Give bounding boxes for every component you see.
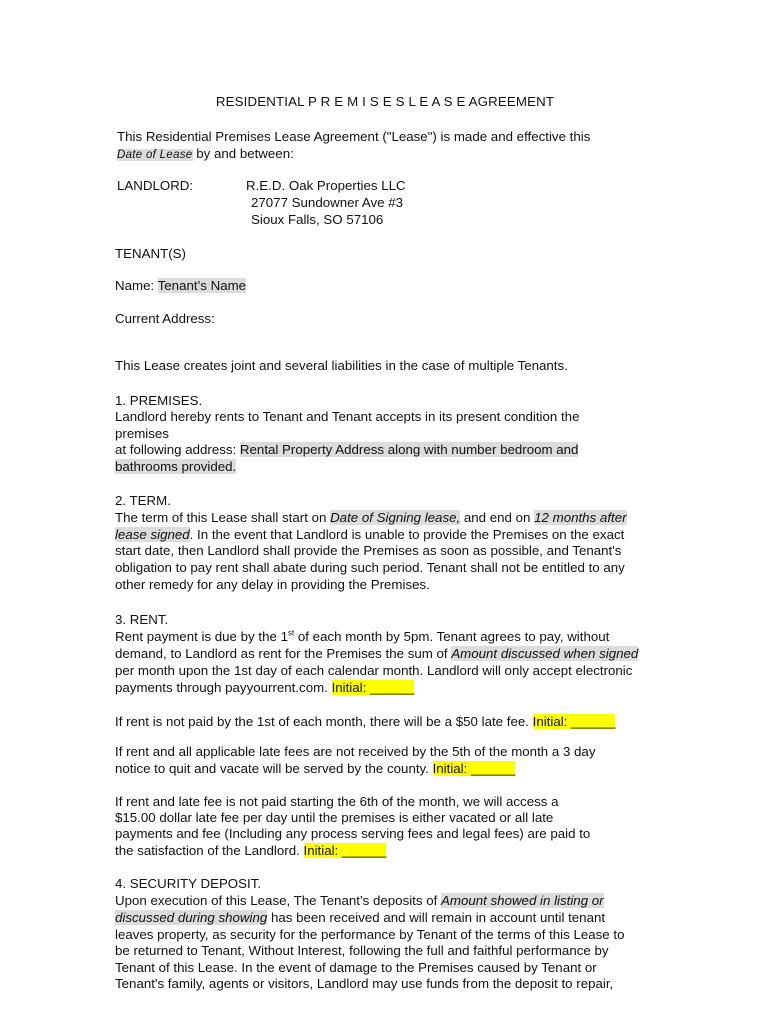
notice-line-1: If rent and all applicable late fees are not received by the 5th of the month a 3 day xyxy=(115,744,596,759)
tenant-name-field[interactable]: Tenant’s Name xyxy=(157,278,247,293)
deposit-heading: 4. SECURITY DEPOSIT. xyxy=(115,876,262,891)
term-line-1-text-b: and end on xyxy=(460,510,535,525)
deposit-line-5: Tenant of this Lease. In the event of damage to the Premises caused by Tenant or xyxy=(115,960,597,975)
rent-heading: 3. RENT. xyxy=(115,612,169,627)
term-line-2 xyxy=(115,527,624,544)
current-address-label: Current Address: xyxy=(115,311,215,326)
rent-line-4 xyxy=(115,680,414,697)
property-address-field[interactable]: Rental Property Address along with number bedroom and xyxy=(239,442,579,457)
daily-fee-line-1: If rent and late fee is not paid starting the 6th of the month, we will access a xyxy=(115,794,559,809)
rent-payment-initial-field[interactable]: Initial: ______ xyxy=(331,680,415,695)
notice-line-2-text: notice to quit and vacate will be served by the county. xyxy=(115,761,433,776)
premises-line-3 xyxy=(115,442,578,459)
ordinal-superscript: st xyxy=(287,628,295,638)
late-fee-text: If rent is not paid by the 1st of each month, there will be a $50 late fee. xyxy=(115,714,533,729)
property-address-field-continued[interactable]: bathrooms provided. xyxy=(115,459,237,474)
deposit-line-1-text: Upon execution of this Lease, The Tenant’s deposits of xyxy=(115,893,441,908)
notice-line-2 xyxy=(115,761,515,778)
landlord-address-line-1: 27077 Sundowner Ave #3 xyxy=(251,195,404,210)
lease-start-date-field[interactable]: Date of Signing lease, xyxy=(330,510,461,525)
deposit-amount-field[interactable]: Amount showed in listing or xyxy=(441,893,604,908)
daily-fee-line-4-text: the satisfaction of the Landlord. xyxy=(115,843,304,858)
daily-fee-line-2: $15.00 dollar late fee per day until the premises is either vacated or all late xyxy=(115,810,554,825)
premises-line-4 xyxy=(115,459,236,476)
rent-amount-field[interactable]: Amount discussed when signed xyxy=(451,646,639,661)
rent-line-2 xyxy=(115,646,638,663)
deposit-line-4: be returned to Tenant, Without Interest, following the full and faithful performance by xyxy=(115,943,609,958)
term-line-5: other remedy for any delay in providing the Premises. xyxy=(115,577,430,592)
document-title: RESIDENTIAL P R E M I S E S L E A S E AGREEMENT xyxy=(215,94,555,109)
rent-line-1-text-b: of each month by 5pm. Tenant agrees to pay, without xyxy=(294,629,610,644)
deposit-line-6: Tenant's family, agents or visitors, Landlord may use funds from the deposit to repair, xyxy=(115,976,614,991)
term-line-1-text: The term of this Lease shall start on xyxy=(115,510,331,525)
joint-liability-text: This Lease creates joint and several liabilities in the case of multiple Tenants. xyxy=(115,358,568,373)
deposit-line-2-text: has been received and will remain in account until tenant xyxy=(267,910,606,925)
daily-fee-line-3: payments and fee (Including any process serving fees and legal fees) are paid to xyxy=(115,826,591,841)
rent-line-3: per month upon the 1st day of each calendar month. Landlord will only accept electronic xyxy=(115,663,633,678)
term-line-4: obligation to pay rent shall abate during such period. Tenant shall not be entitled to any xyxy=(115,560,625,575)
deposit-line-1 xyxy=(115,893,604,910)
tenants-heading: TENANT(S) xyxy=(115,246,186,261)
term-line-1 xyxy=(115,510,627,527)
date-of-lease-field[interactable]: Date of Lease xyxy=(117,149,193,161)
term-line-2-text: . In the event that Landlord is unable to provide the Premises on the exact xyxy=(189,527,625,542)
lease-end-date-field-continued[interactable]: lease signed xyxy=(115,527,190,542)
daily-fee-line-4 xyxy=(115,843,386,860)
tenant-name-line xyxy=(115,278,246,295)
deposit-line-2 xyxy=(115,910,605,927)
landlord-address-line-2: Sioux Falls, SO 57106 xyxy=(251,212,384,227)
daily-fee-initial-field[interactable]: Initial: ______ xyxy=(303,843,387,858)
intro-line-2-rest: by and between: xyxy=(192,146,294,161)
rent-line-1-text: Rent payment is due by the 1 xyxy=(115,629,288,644)
term-heading: 2. TERM. xyxy=(115,493,171,508)
late-fee-initial-field[interactable]: Initial: ______ xyxy=(532,714,616,729)
premises-line-1: Landlord hereby rents to Tenant and Tenant accepts in its present condition the xyxy=(115,409,580,424)
rent-line-2-text: demand, to Landlord as rent for the Premises the sum of xyxy=(115,646,452,661)
deposit-line-3: leaves property, as security for the performance by Tenant of the terms of this Lease to xyxy=(115,927,625,942)
notice-initial-field[interactable]: Initial: ______ xyxy=(432,761,516,776)
late-fee-line xyxy=(115,714,615,731)
rent-line-4-text: payments through payyourrent.com. xyxy=(115,680,332,695)
premises-line-2: premises xyxy=(115,426,169,441)
term-line-3: start date, then Landlord shall provide the Premises as soon as possible, and Tenant's xyxy=(115,543,622,558)
premises-heading: 1. PREMISES. xyxy=(115,393,203,408)
deposit-amount-field-continued[interactable]: discussed during showing xyxy=(115,910,268,925)
landlord-label: LANDLORD: xyxy=(117,178,194,193)
premises-address-label: at following address: xyxy=(115,442,240,457)
landlord-name: R.E.D. Oak Properties LLC xyxy=(246,178,406,193)
rent-line-1 xyxy=(115,629,609,646)
intro-line-1: This Residential Premises Lease Agreement ("Lease") is made and effective this xyxy=(117,129,591,144)
tenant-name-label: Name: xyxy=(115,278,158,293)
lease-end-date-field[interactable]: 12 months after xyxy=(534,510,627,525)
intro-line-2 xyxy=(117,146,294,164)
